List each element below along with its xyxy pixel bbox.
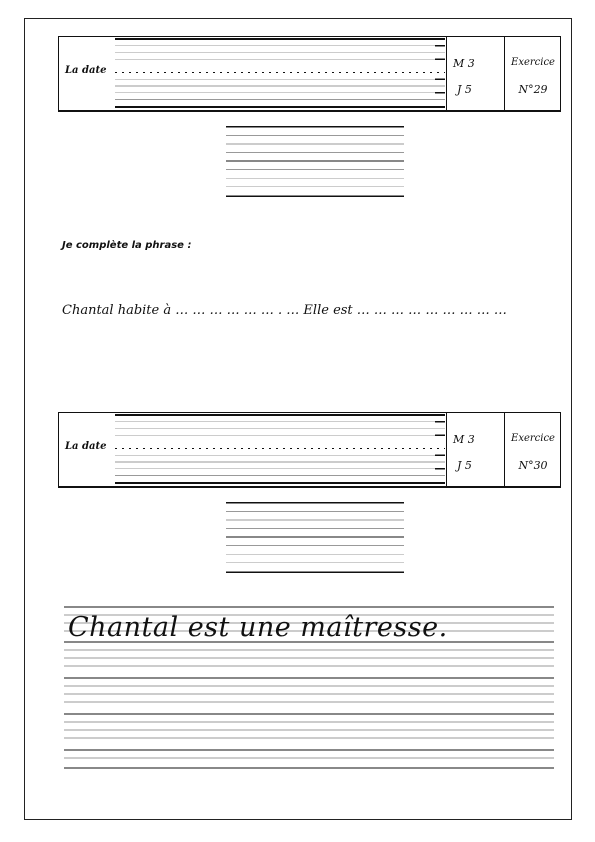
month-label: M 3 bbox=[453, 57, 475, 70]
exercise-instruction: Je complète la phrase : bbox=[62, 240, 192, 251]
exercise-label: Exercice bbox=[511, 433, 555, 444]
date-writing-lines bbox=[115, 37, 445, 110]
exercise-number-cell bbox=[504, 37, 561, 110]
exercise-number-cell bbox=[504, 413, 561, 486]
exercise-header-29 bbox=[58, 36, 561, 112]
date-label: La date bbox=[65, 441, 107, 452]
day-label: J 5 bbox=[457, 83, 472, 96]
exercise-header-30 bbox=[58, 412, 561, 488]
exercise-label: Exercice bbox=[511, 57, 555, 68]
title-writing-lines bbox=[226, 126, 404, 198]
month-day-cell bbox=[446, 37, 505, 110]
date-writing-lines bbox=[115, 413, 445, 486]
exercise-number: N°29 bbox=[518, 83, 548, 96]
model-handwriting-sentence: Chantal est une maîtresse. bbox=[68, 612, 448, 643]
month-label: M 3 bbox=[453, 433, 475, 446]
day-label: J 5 bbox=[457, 459, 472, 472]
exercise-number: N°30 bbox=[518, 459, 548, 472]
month-day-cell bbox=[446, 413, 505, 486]
title-writing-lines bbox=[226, 502, 404, 574]
fill-in-sentence: Chantal habite à … … … … … … . … Elle est … … … … … … … … … bbox=[62, 303, 507, 318]
date-label: La date bbox=[65, 65, 107, 76]
